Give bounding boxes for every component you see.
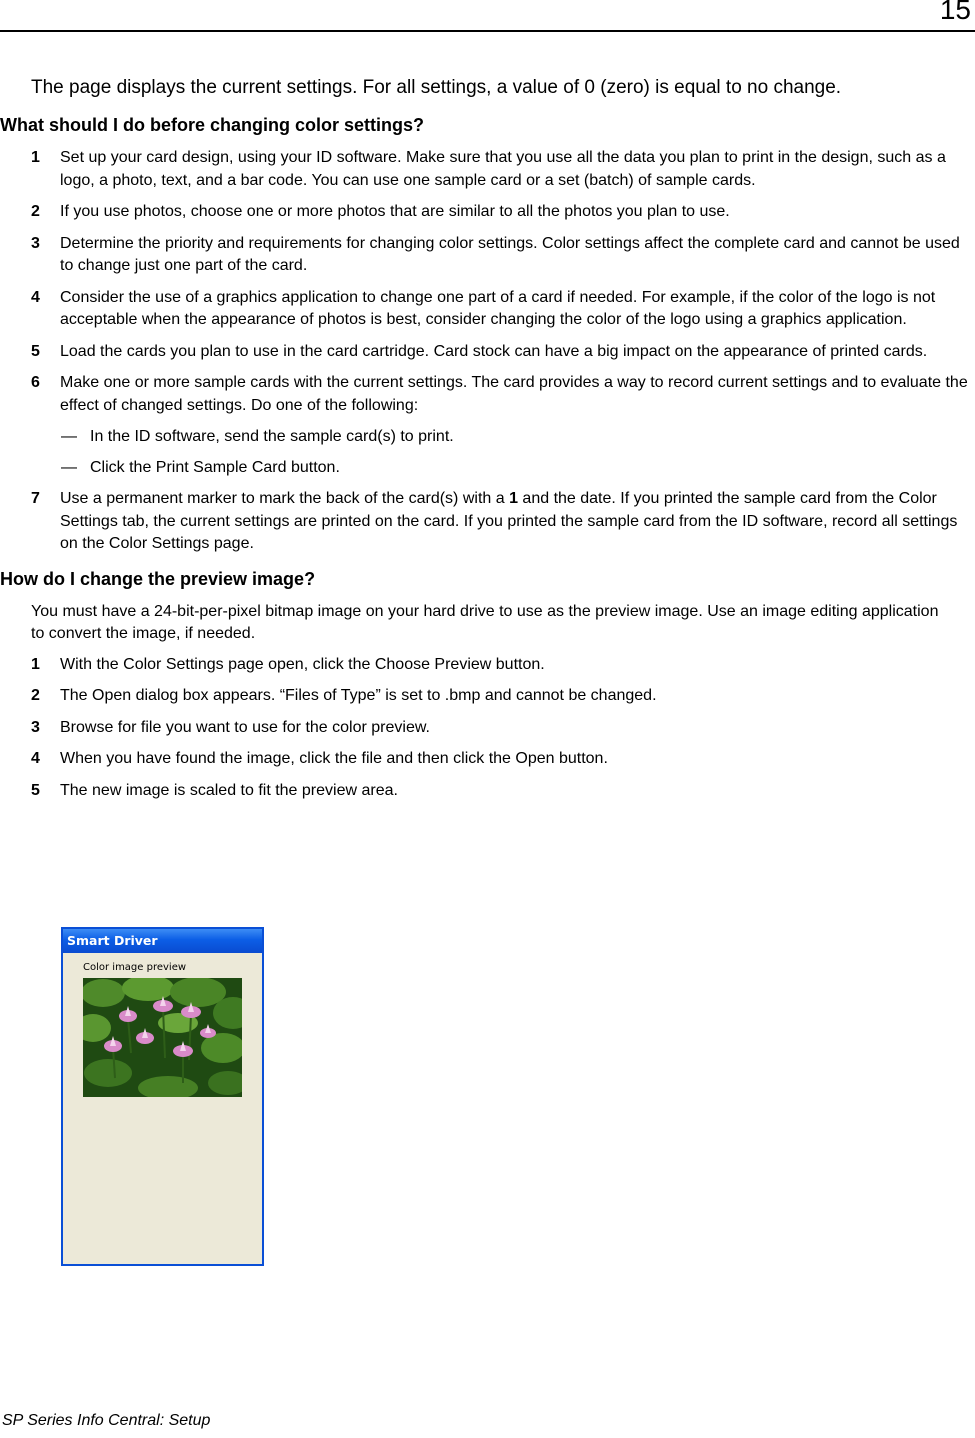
footer-document-title: SP Series Info Central: Setup bbox=[2, 1412, 211, 1429]
preview-requirements-paragraph: You must have a 24-bit-per-pixel bitmap image on your hard drive to use as the preview image. Use an image editing application to convert the image, if needed. bbox=[31, 602, 939, 642]
preview-image-lotus-photo bbox=[83, 978, 242, 1097]
step-text: Make one or more sample cards with the current settings. The card provides a way to record current settings and to evaluate the effect of changed settings. Do one of the following: bbox=[60, 374, 968, 414]
dash-marker: — bbox=[61, 428, 77, 445]
page-number: 15 bbox=[939, 0, 971, 25]
step-text: Load the cards you plan to use in the card cartridge. Card stock can have a big impact on the appearance of printed cards. bbox=[60, 342, 928, 360]
step-text-bold: 1 bbox=[509, 490, 518, 507]
step-text: If you use photos, choose one or more photos that are similar to all the photos you plan to use. bbox=[60, 203, 730, 220]
step-number: 1 bbox=[31, 149, 40, 166]
step-text: With the Color Settings page open, click the Choose Preview button. bbox=[60, 655, 545, 673]
step-item bbox=[0, 287, 975, 332]
step-text-part: and the date. If you printed the sample card from the Color Settings tab, the current settings are printed on the card. If you printed the sample card from the ID software, record all settings on the Color Settings page. bbox=[60, 490, 958, 552]
sub-list-item bbox=[0, 457, 975, 479]
step-item bbox=[0, 717, 975, 740]
step-text bbox=[60, 488, 972, 556]
sub-item-text: In the ID software, send the sample card(s) to print. bbox=[90, 428, 454, 445]
section-heading-change-preview: How do I change the preview image? bbox=[0, 568, 316, 589]
step-text: Determine the priority and requirements for changing color settings. Color settings affect the complete card and cannot be used to change just one part of the card. bbox=[60, 234, 960, 274]
step-text: Consider the use of a graphics application to change one part of a card if needed. For example, if the color of the logo is not acceptable when the appearance of photos is best, consider changing the color of the logo using a graphics application. bbox=[60, 288, 936, 328]
smart-driver-dialog-screenshot bbox=[61, 927, 264, 1266]
step-text-part: Use a permanent marker to mark the back of the card(s) with a bbox=[60, 490, 510, 507]
step-number: 5 bbox=[31, 781, 40, 799]
step-number: 3 bbox=[31, 718, 40, 736]
step-number: 7 bbox=[31, 490, 40, 507]
sub-item-text: Click the Print Sample Card button. bbox=[90, 459, 340, 476]
step-text: The Open dialog box appears. “Files of Type” is set to .bmp and cannot be changed. bbox=[60, 687, 657, 704]
step-number: 1 bbox=[31, 655, 40, 673]
step-item bbox=[0, 488, 975, 556]
step-number: 6 bbox=[31, 374, 40, 391]
steps-before-changing bbox=[0, 147, 975, 556]
step-item bbox=[0, 147, 975, 192]
step-text: Browse for file you want to use for the color preview. bbox=[60, 718, 430, 736]
step-item bbox=[0, 748, 975, 771]
color-image-preview-label: Color image preview bbox=[83, 962, 187, 973]
section-heading-before-changing: What should I do before changing color settings? bbox=[0, 115, 425, 135]
step-item bbox=[0, 201, 975, 224]
step-text: The new image is scaled to fit the preview area. bbox=[60, 781, 398, 799]
step-number: 2 bbox=[31, 203, 40, 220]
dialog-title: Smart Driver bbox=[63, 929, 262, 953]
sub-list-item bbox=[0, 426, 975, 448]
step-item bbox=[0, 341, 975, 364]
intro-paragraph: The page displays the current settings. For all settings, a value of 0 (zero) is equal to no change. bbox=[31, 77, 842, 98]
step-number: 4 bbox=[31, 288, 40, 306]
step-number: 4 bbox=[31, 750, 40, 767]
step-item bbox=[0, 685, 975, 708]
step-item bbox=[0, 654, 975, 677]
step-item bbox=[0, 372, 975, 417]
step-item bbox=[0, 780, 975, 803]
steps-change-preview bbox=[0, 654, 975, 803]
dash-marker: — bbox=[61, 459, 77, 476]
step-text: When you have found the image, click the file and then click the Open button. bbox=[60, 750, 608, 767]
step-number: 3 bbox=[31, 234, 40, 252]
document-body bbox=[0, 74, 975, 802]
step-number: 5 bbox=[31, 342, 40, 360]
header-rule bbox=[0, 30, 975, 32]
step-item bbox=[0, 233, 975, 278]
step-text: Set up your card design, using your ID software. Make sure that you use all the data you plan to print in the design, such as a logo, a photo, text, and a bar code. You can use one sample card or a set (batch) of sample cards. bbox=[60, 149, 946, 189]
step-number: 2 bbox=[31, 687, 40, 704]
